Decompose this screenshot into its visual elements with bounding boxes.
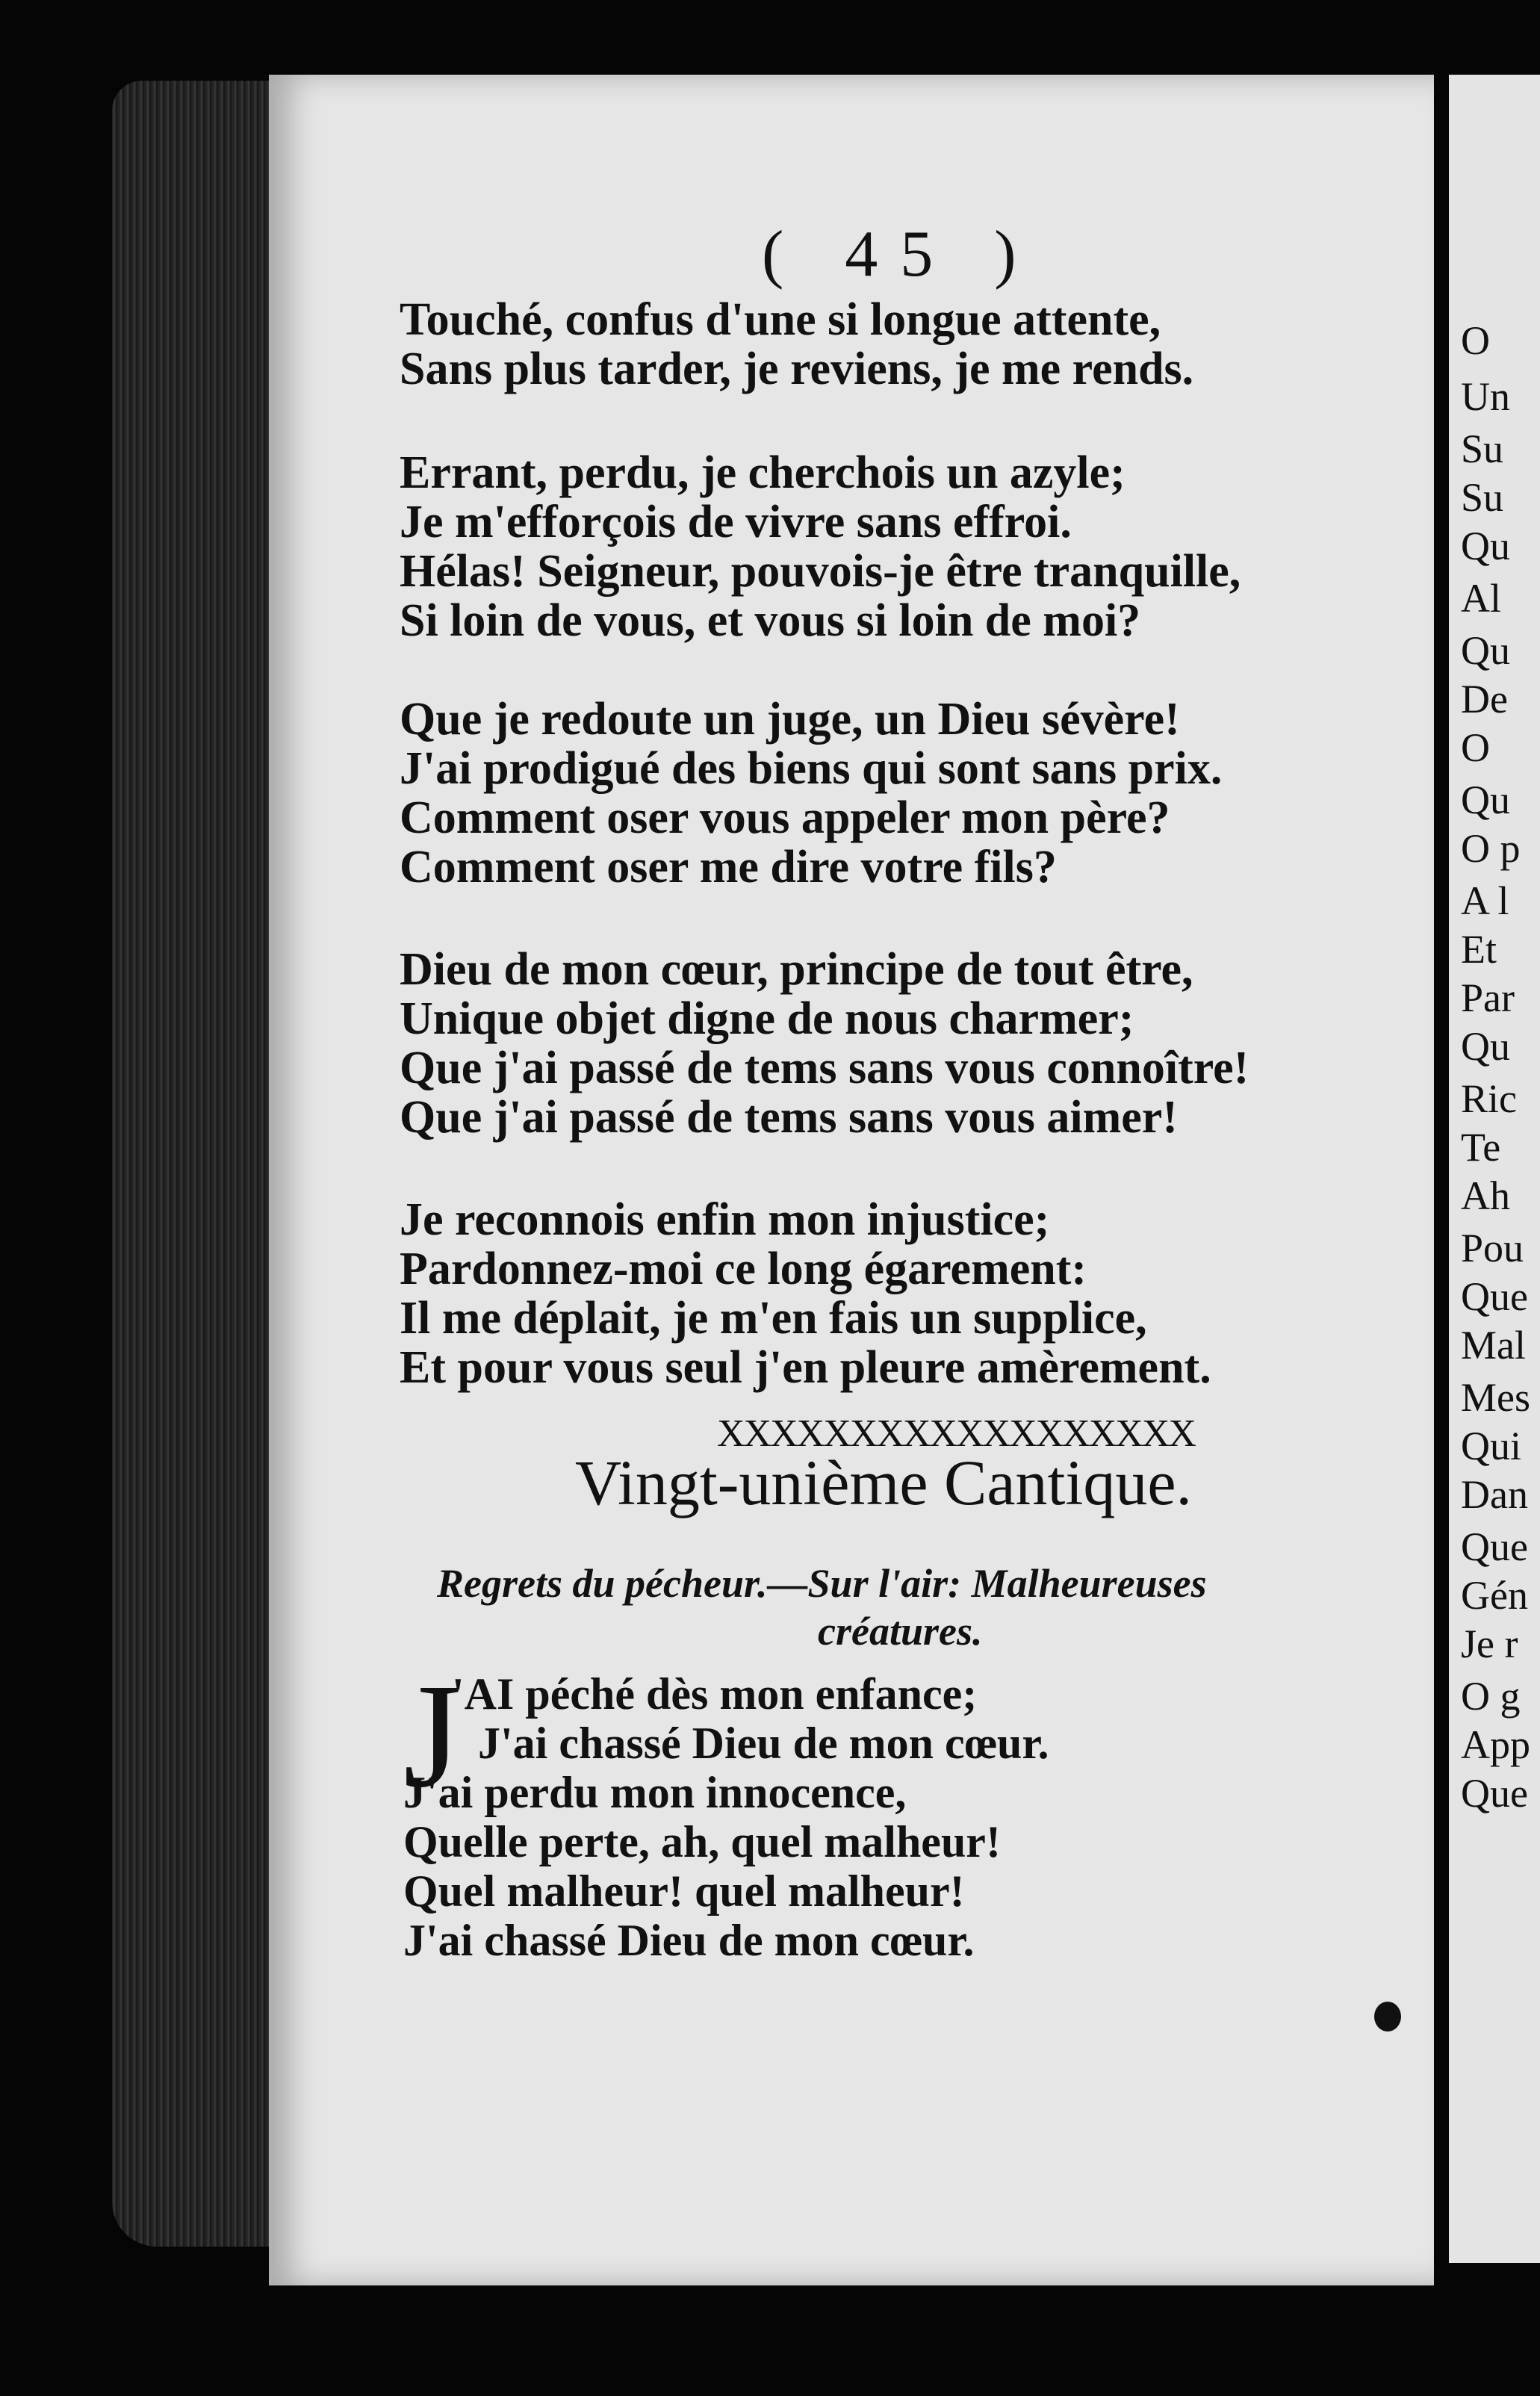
hymn-verse	[403, 1654, 1300, 1965]
page-number: ( 45 )	[762, 218, 1039, 291]
stanza-4	[400, 945, 1370, 1142]
next-page-fragment: A l	[1461, 878, 1509, 923]
verse-line: Que j'ai passé de tems sans vous connoître!	[400, 1043, 1249, 1093]
verse-line: Et pour vous seul j'en pleure amèrement.	[400, 1342, 1211, 1393]
verse-line: J'ai chassé Dieu de mon cœur.	[403, 1916, 975, 1965]
next-page-fragment: Qu	[1461, 628, 1510, 673]
verse-line: J'ai prodigué des biens qui sont sans prix.	[400, 743, 1223, 794]
next-page-fragment: O g	[1461, 1674, 1521, 1719]
next-page-fragment: O	[1461, 725, 1490, 770]
subtitle-line: créatures.	[818, 1609, 983, 1654]
book-page-edges	[112, 81, 284, 2247]
next-page-fragment: Et	[1461, 927, 1497, 972]
verse-line: Je m'efforçois de vivre sans effroi.	[400, 497, 1072, 547]
stanza-2	[400, 448, 1370, 645]
next-page-fragment: De	[1461, 677, 1508, 721]
verse-line: Comment oser vous appeler mon père?	[400, 792, 1170, 843]
next-page-fragment: Gén	[1461, 1573, 1528, 1618]
verse-line: 'AI péché dès mon enfance;	[452, 1669, 978, 1719]
verse-line: Unique objet digne de nous charmer;	[400, 993, 1134, 1044]
verse-line: Si loin de vous, et vous si loin de moi?	[400, 595, 1141, 646]
next-page-fragment: Qu	[1461, 1024, 1510, 1069]
drop-cap: J	[403, 1654, 462, 1819]
verse-line: Touché, confus d'une si longue attente,	[400, 294, 1161, 345]
next-page-fragment: Te	[1461, 1125, 1501, 1170]
next-page-fragment: App	[1461, 1722, 1530, 1767]
next-page-fragment: Su	[1461, 426, 1504, 471]
next-page-fragment: O p	[1461, 826, 1521, 871]
next-page-fragment: Mes	[1461, 1375, 1530, 1420]
next-page-fragment: Par	[1461, 975, 1515, 1020]
next-page-fragment: Que	[1461, 1524, 1528, 1569]
stanza-1	[400, 295, 1370, 394]
verse-line: Hélas! Seigneur, pouvois-je être tranquille,	[400, 546, 1241, 597]
subtitle-line: Regrets du pécheur.—Sur l'air: Malheureuses	[437, 1561, 1207, 1606]
next-page-fragment: Je r	[1461, 1621, 1518, 1666]
next-page-fragment: Mal	[1461, 1323, 1526, 1368]
verse-line: Que je redoute un juge, un Dieu sévère!	[400, 694, 1180, 745]
next-page-fragment: Ric	[1461, 1076, 1517, 1121]
next-page-fragment: Un	[1461, 374, 1510, 419]
verse-line: Quelle perte, ah, quel malheur!	[403, 1817, 1001, 1866]
next-page-fragment: Ah	[1461, 1173, 1510, 1218]
verse-line: Comment oser me dire votre fils?	[400, 842, 1057, 893]
next-page-fragment: Pou	[1461, 1226, 1524, 1270]
ink-mark	[1374, 2002, 1401, 2032]
next-page-fragment: Qu	[1461, 524, 1510, 568]
next-page-edge	[1449, 75, 1540, 2263]
verse-line: Pardonnez-moi ce long égarement:	[400, 1244, 1087, 1294]
next-page-fragment: Dan	[1461, 1472, 1528, 1517]
verse-line: Il me déplait, je m'en fais un supplice,	[400, 1293, 1147, 1344]
next-page-fragment: Que	[1461, 1274, 1528, 1319]
verse-line: Dieu de mon cœur, principe de tout être,	[400, 944, 1193, 995]
next-page-fragment: O	[1461, 318, 1490, 363]
verse-line: Quel malheur! quel malheur!	[403, 1866, 965, 1916]
hymn-title: Vingt-unième Cantique.	[575, 1447, 1192, 1518]
verse-line: J'ai chassé Dieu de mon cœur.	[478, 1719, 1049, 1768]
verse-line: Sans plus tarder, je reviens, je me rends.	[400, 344, 1194, 394]
verse-line: Je reconnois enfin mon injustice;	[400, 1194, 1050, 1245]
ornament-divider: XXXXXXXXXXXXXXXXXX	[717, 1412, 1195, 1455]
verse-line: Que j'ai passé de tems sans vous aimer!	[400, 1092, 1178, 1143]
stanza-5	[400, 1195, 1370, 1392]
next-page-fragment: Su	[1461, 475, 1504, 520]
stanza-3	[400, 695, 1370, 892]
hymn-subtitle	[437, 1559, 1408, 1655]
next-page-fragment: Al	[1461, 576, 1501, 621]
next-page-fragment: Qui	[1461, 1424, 1521, 1468]
verse-line: J'ai perdu mon innocence,	[403, 1768, 907, 1817]
next-page-fragment: Que	[1461, 1771, 1528, 1816]
verse-line: Errant, perdu, je cherchois un azyle;	[400, 447, 1125, 498]
next-page-fragment: Qu	[1461, 778, 1510, 822]
